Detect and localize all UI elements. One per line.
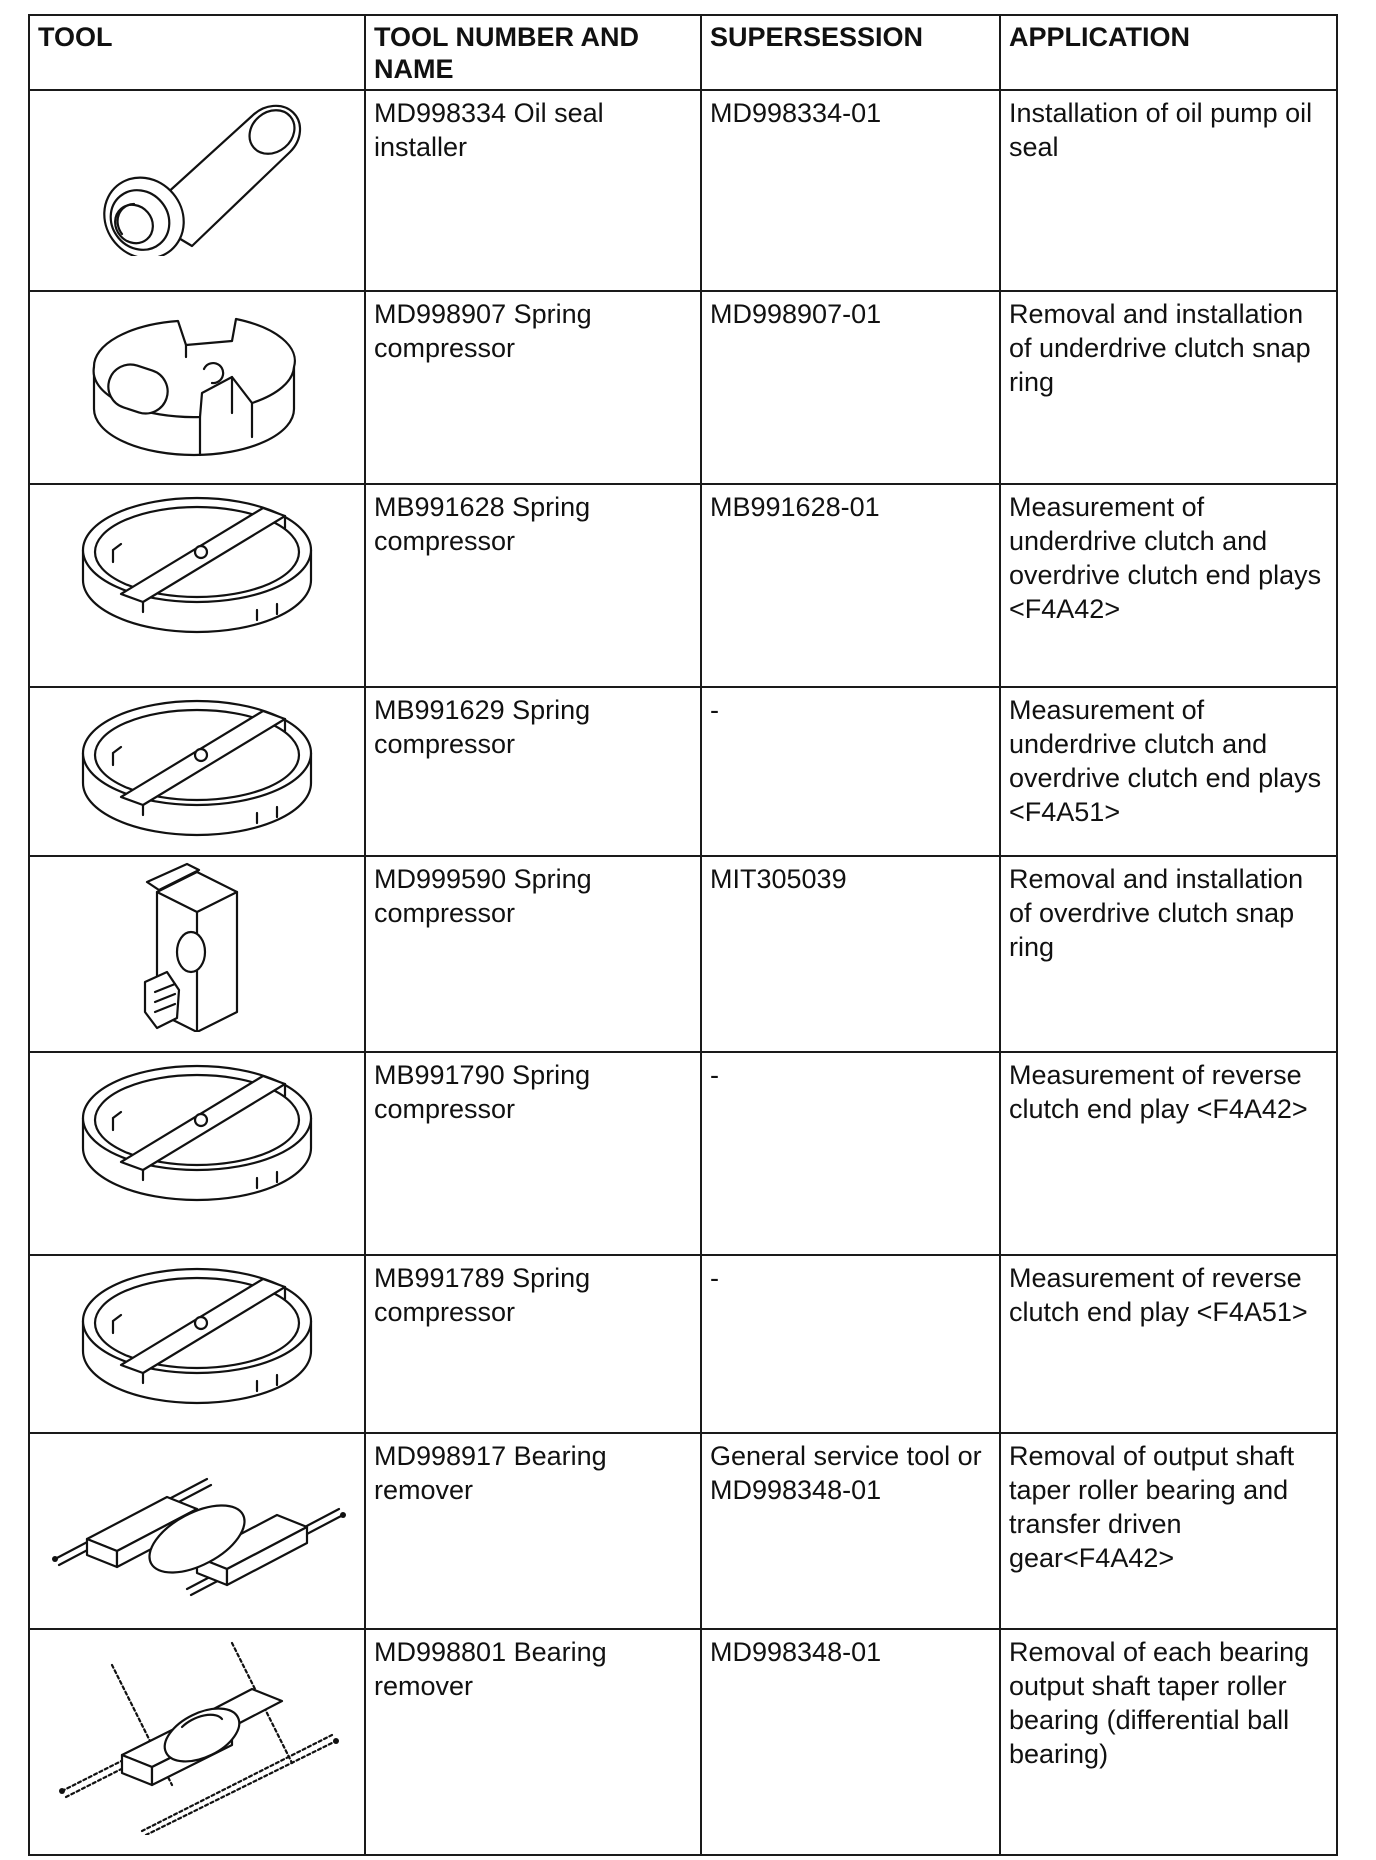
application: Installation of oil pump oil seal	[1000, 90, 1337, 291]
tool-illustration-cell	[29, 484, 365, 687]
supersession: General service tool or MD998348-01	[701, 1433, 1000, 1629]
tool-number-and-name: MB991629 Spring compressor	[365, 687, 701, 856]
tool-number-and-name: MB991628 Spring compressor	[365, 484, 701, 687]
tool-illustration-cell	[29, 856, 365, 1052]
header-row	[29, 15, 1337, 90]
supersession: -	[701, 1255, 1000, 1433]
bearing-remover-illustration	[47, 1439, 347, 1609]
application: Measurement of underdrive clutch and overdrive clutch end plays <F4A51>	[1000, 687, 1337, 856]
tool-number-and-name: MD999590 Spring compressor	[365, 856, 701, 1052]
oil-seal-installer-illustration	[82, 96, 312, 256]
application: Removal and installation of overdrive clutch snap ring	[1000, 856, 1337, 1052]
spring-compressor-plate-illustration	[77, 1261, 317, 1411]
tool-number-and-name: MD998334 Oil seal installer	[365, 90, 701, 291]
tool-illustration-cell	[29, 1052, 365, 1255]
tool-illustration-cell	[29, 1255, 365, 1433]
header-application: APPLICATION	[1000, 15, 1337, 90]
spring-compressor-c-illustration	[82, 297, 312, 467]
table-row	[29, 687, 1337, 856]
tool-number-and-name: MB991790 Spring compressor	[365, 1052, 701, 1255]
header-tool: TOOL	[29, 15, 365, 90]
tool-number-and-name: MD998907 Spring compressor	[365, 291, 701, 484]
spring-compressor-plate-illustration	[77, 490, 317, 640]
application: Measurement of reverse clutch end play <F4A51>	[1000, 1255, 1337, 1433]
supersession: MIT305039	[701, 856, 1000, 1052]
table-row	[29, 1255, 1337, 1433]
spring-compressor-plate-illustration	[77, 693, 317, 843]
bearing-remover-threaded-illustration	[52, 1635, 342, 1835]
header-tool-number-and-name: TOOL NUMBER AND NAME	[365, 15, 701, 90]
table-row	[29, 856, 1337, 1052]
supersession: MD998907-01	[701, 291, 1000, 484]
spring-compressor-plate-illustration	[77, 1058, 317, 1208]
spring-compressor-block-illustration	[127, 862, 267, 1032]
application: Removal of each bearing output shaft taper roller bearing (differential ball bearing)	[1000, 1629, 1337, 1855]
tool-number-and-name: MD998801 Bearing remover	[365, 1629, 701, 1855]
tool-illustration-cell	[29, 1629, 365, 1855]
special-tools-document	[28, 14, 1336, 1854]
table-row	[29, 291, 1337, 484]
tool-number-and-name: MB991789 Spring compressor	[365, 1255, 701, 1433]
tool-illustration-cell	[29, 1433, 365, 1629]
supersession: MD998334-01	[701, 90, 1000, 291]
table-row	[29, 484, 1337, 687]
table-row	[29, 1052, 1337, 1255]
tool-illustration-cell	[29, 291, 365, 484]
supersession: MB991628-01	[701, 484, 1000, 687]
tool-illustration-cell	[29, 687, 365, 856]
application: Measurement of underdrive clutch and overdrive clutch end plays <F4A42>	[1000, 484, 1337, 687]
supersession: -	[701, 1052, 1000, 1255]
special-tools-table	[28, 14, 1338, 1856]
header-supersession: SUPERSESSION	[701, 15, 1000, 90]
supersession: MD998348-01	[701, 1629, 1000, 1855]
tool-number-and-name: MD998917 Bearing remover	[365, 1433, 701, 1629]
application: Measurement of reverse clutch end play <F4A42>	[1000, 1052, 1337, 1255]
tool-illustration-cell	[29, 90, 365, 291]
table-row	[29, 1629, 1337, 1855]
table-row	[29, 90, 1337, 291]
table-row	[29, 1433, 1337, 1629]
application: Removal and installation of underdrive clutch snap ring	[1000, 291, 1337, 484]
supersession: -	[701, 687, 1000, 856]
application: Removal of output shaft taper roller bearing and transfer driven gear<F4A42>	[1000, 1433, 1337, 1629]
